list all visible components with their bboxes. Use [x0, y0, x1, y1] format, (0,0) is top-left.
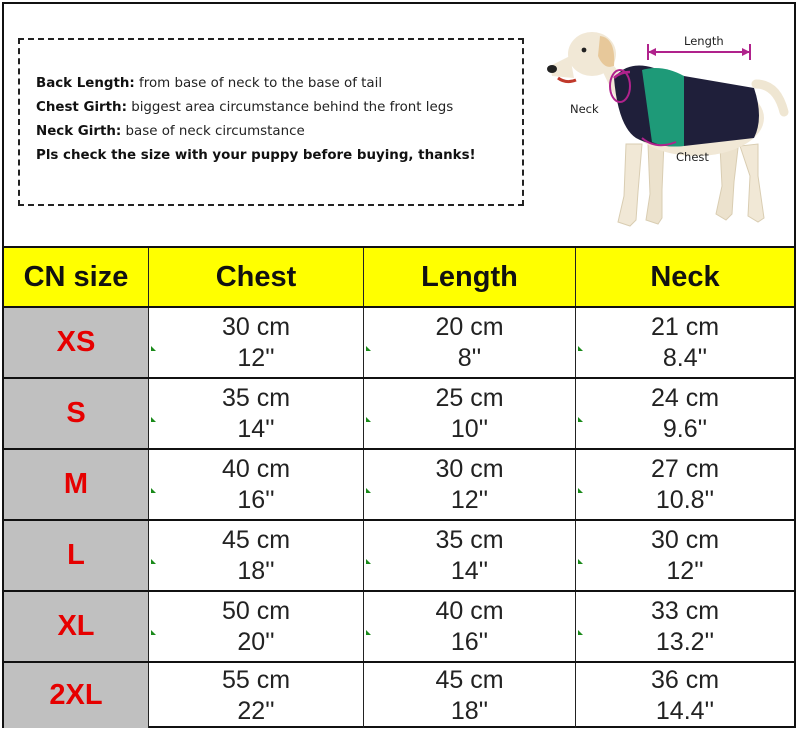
header-cn-size: CN size: [4, 248, 149, 306]
table-row: [4, 377, 794, 448]
chest-cm: 35 cm: [221, 383, 291, 412]
size-cell: XS: [4, 308, 149, 377]
neck-cell: [576, 450, 794, 519]
neck-in: 8.4'': [662, 343, 708, 372]
neck-in: 14.4'': [655, 696, 715, 725]
length-cell: [364, 521, 576, 590]
size-cell: L: [4, 521, 149, 590]
chest-cm: 40 cm: [221, 454, 291, 483]
length-cm: 25 cm: [435, 383, 504, 412]
chest-girth-note: [36, 100, 453, 115]
size-cell: S: [4, 379, 149, 448]
neck-cm: 33 cm: [650, 596, 720, 625]
chest-girth-label: Chest Girth:: [36, 100, 127, 115]
dog-illustration: [544, 26, 794, 241]
neck-cm: 21 cm: [650, 312, 720, 341]
length-cm: 45 cm: [435, 665, 504, 694]
length-in: 16'': [450, 627, 489, 656]
chest-cell: [149, 379, 364, 448]
table-row: [4, 306, 794, 377]
neck-in: 9.6'': [662, 414, 708, 443]
length-label: Length: [684, 34, 724, 48]
length-cell: [364, 592, 576, 661]
chest-girth-text: biggest area circumstance behind the front legs: [126, 100, 454, 115]
neck-cm: 27 cm: [650, 454, 720, 483]
back-length-text: from base of neck to the base of tail: [134, 76, 383, 91]
neck-cell: [576, 592, 794, 661]
size-cell: XL: [4, 592, 149, 661]
chest-cm: 50 cm: [221, 596, 291, 625]
chest-in: 20'': [237, 627, 275, 656]
size-chart-frame: [2, 2, 796, 728]
length-in: 18'': [450, 696, 489, 725]
table-row: [4, 448, 794, 519]
table-row: [4, 661, 794, 728]
chest-cell: [149, 308, 364, 377]
header-neck: Neck: [576, 248, 794, 306]
length-in: 8'': [457, 343, 482, 372]
chest-label: Chest: [676, 150, 709, 164]
neck-in: 12'': [666, 556, 704, 585]
chest-in: 16'': [237, 485, 275, 514]
length-in: 10'': [450, 414, 489, 443]
check-size-note: Pls check the size with your puppy before buying, thanks!: [36, 148, 476, 163]
neck-girth-note: [36, 124, 305, 139]
chest-cm: 55 cm: [221, 665, 291, 694]
chest-cm: 45 cm: [221, 525, 291, 554]
chest-in: 12'': [237, 343, 275, 372]
neck-cm: 24 cm: [650, 383, 720, 412]
neck-cm: 30 cm: [650, 525, 720, 554]
chest-in: 18'': [237, 556, 275, 585]
size-cell: M: [4, 450, 149, 519]
length-cm: 30 cm: [435, 454, 504, 483]
header-length: Length: [364, 248, 576, 306]
header-chest: Chest: [149, 248, 364, 306]
chest-cell: [149, 521, 364, 590]
length-cm: 35 cm: [435, 525, 504, 554]
length-in: 14'': [450, 556, 489, 585]
back-length-label: Back Length:: [36, 76, 135, 91]
neck-girth-label: Neck Girth:: [36, 124, 122, 139]
neck-cell: [576, 663, 794, 728]
chest-cm: 30 cm: [221, 312, 291, 341]
neck-cell: [576, 521, 794, 590]
top-panel: [4, 4, 794, 246]
length-cell: [364, 379, 576, 448]
neck-label: Neck: [570, 102, 599, 116]
chest-cell: [149, 663, 364, 728]
dog-measurement-diagram: [544, 26, 794, 241]
chest-cell: [149, 592, 364, 661]
length-cell: [364, 450, 576, 519]
length-cm: 40 cm: [435, 596, 504, 625]
length-cell: [364, 308, 576, 377]
measurement-notes-box: [18, 38, 524, 206]
neck-girth-text: base of neck circumstance: [121, 124, 305, 139]
neck-cm: 36 cm: [650, 665, 720, 694]
length-cell: [364, 663, 576, 728]
neck-cell: [576, 308, 794, 377]
length-in: 12'': [450, 485, 489, 514]
table-row: [4, 519, 794, 590]
table-header-row: [4, 246, 794, 306]
neck-in: 10.8'': [655, 485, 715, 514]
chest-cell: [149, 450, 364, 519]
chest-in: 22'': [237, 696, 275, 725]
neck-cell: [576, 379, 794, 448]
size-cell: 2XL: [4, 663, 149, 728]
size-table: [4, 246, 794, 728]
table-row: [4, 590, 794, 661]
neck-in: 13.2'': [655, 627, 715, 656]
length-cm: 20 cm: [435, 312, 504, 341]
chest-in: 14'': [237, 414, 275, 443]
back-length-note: [36, 76, 382, 91]
